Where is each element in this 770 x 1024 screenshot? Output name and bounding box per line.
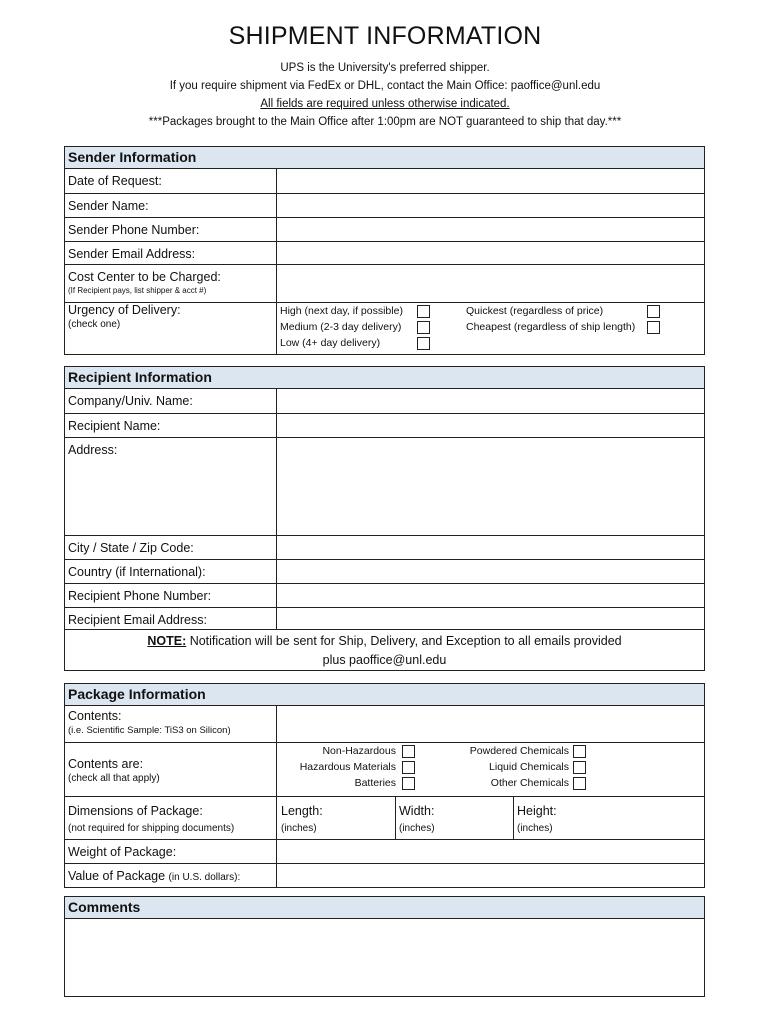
sender-name-row (65, 194, 704, 218)
recipient-name-field[interactable] (278, 414, 704, 437)
address-field[interactable] (278, 438, 704, 535)
recipient-phone-label: Recipient Phone Number: (65, 584, 277, 607)
sender-heading: Sender Information (65, 147, 704, 169)
address-label: Address: (65, 438, 277, 535)
height-field[interactable] (514, 797, 704, 839)
notification-note (65, 630, 704, 670)
urgency-option-low[interactable]: Low (4+ day delivery) (280, 336, 430, 351)
address-row (65, 438, 704, 536)
weight-label: Weight of Package: (65, 840, 277, 863)
contents-label: Contents: (i.e. Scientific Sample: TiS3 on Silicon) (65, 706, 277, 742)
weight-field[interactable] (278, 840, 704, 863)
hazardous-checkbox[interactable] (402, 761, 415, 774)
width-unit: (inches) (399, 823, 435, 834)
urgency-option-quickest[interactable]: Quickest (regardless of price) (466, 304, 661, 319)
recipient-heading: Recipient Information (65, 367, 704, 389)
sender-phone-field[interactable] (278, 218, 704, 241)
content-option-liquid[interactable]: Liquid Chemicals (438, 760, 588, 775)
length-field[interactable] (278, 797, 396, 839)
dimensions-hint: (not required for shipping documents) (68, 823, 235, 834)
date-of-request-field[interactable] (278, 169, 704, 193)
medium-checkbox[interactable] (417, 321, 430, 334)
length-unit: (inches) (281, 823, 317, 834)
urgency-row (65, 303, 704, 354)
recipient-name-row (65, 414, 704, 438)
contents-field[interactable] (278, 706, 704, 742)
urgency-option-medium[interactable]: Medium (2-3 day delivery) (280, 320, 430, 335)
company-label: Company/Univ. Name: (65, 389, 277, 413)
width-field[interactable] (396, 797, 514, 839)
date-of-request-label: Date of Request: (65, 169, 277, 193)
sender-email-field[interactable] (278, 242, 704, 264)
contents-are-hint: (check all that apply) (68, 773, 160, 784)
comments-heading: Comments (65, 897, 704, 919)
sender-email-row (65, 242, 704, 265)
value-hint: (in U.S. dollars): (168, 872, 241, 883)
recipient-phone-field[interactable] (278, 584, 704, 607)
comments-section (64, 896, 705, 997)
dimensions-label: Dimensions of Package: (not required for shipping documents) (65, 797, 277, 839)
contents-row (65, 706, 704, 743)
cost-center-field[interactable] (278, 265, 704, 302)
recipient-name-label: Recipient Name: (65, 414, 277, 437)
contents-options (278, 743, 704, 796)
recipient-phone-row (65, 584, 704, 608)
content-option-non-hazardous[interactable]: Non-Hazardous (278, 744, 416, 759)
quickest-checkbox[interactable] (647, 305, 660, 318)
powdered-checkbox[interactable] (573, 745, 586, 758)
height-unit: (inches) (517, 823, 553, 834)
company-row (65, 389, 704, 414)
length-label: Length: (281, 804, 323, 818)
recipient-section (64, 366, 705, 671)
contents-hint: (i.e. Scientific Sample: TiS3 on Silicon) (68, 725, 231, 736)
recipient-email-field[interactable] (278, 608, 704, 629)
date-of-request-row (65, 169, 704, 194)
sender-name-field[interactable] (278, 194, 704, 217)
liquid-checkbox[interactable] (573, 761, 586, 774)
cheapest-checkbox[interactable] (647, 321, 660, 334)
height-label: Height: (517, 804, 557, 818)
recipient-email-label: Recipient Email Address: (65, 608, 277, 629)
cost-center-hint: (If Recipient pays, list shipper & acct #) (68, 286, 207, 295)
dimensions-row (65, 797, 704, 840)
value-label: Value of Package (in U.S. dollars): (65, 864, 277, 887)
sender-phone-row (65, 218, 704, 242)
sender-name-label: Sender Name: (65, 194, 277, 217)
value-field[interactable] (278, 864, 704, 887)
cutoff-warning-text: ***Packages brought to the Main Office after 1:00pm are NOT guaranteed to ship that day.*** (148, 116, 622, 128)
company-field[interactable] (278, 389, 704, 413)
city-label: City / State / Zip Code: (65, 536, 277, 559)
contents-are-row (65, 743, 704, 797)
contents-are-label: Contents are: (check all that apply) (65, 743, 277, 796)
sender-email-label: Sender Email Address: (65, 242, 277, 264)
city-field[interactable] (278, 536, 704, 559)
note-label: NOTE: (147, 634, 187, 648)
content-option-other[interactable]: Other Chemicals (438, 776, 588, 791)
country-label: Country (if International): (65, 560, 277, 583)
urgency-hint: (check one) (68, 319, 121, 330)
required-fields-text: All fields are required unless otherwise indicated. (260, 98, 510, 110)
urgency-options (278, 303, 704, 354)
urgency-option-cheapest[interactable]: Cheapest (regardless of ship length) (466, 320, 666, 335)
city-row (65, 536, 704, 560)
preferred-shipper-text: UPS is the University's preferred shipper. (280, 62, 490, 74)
dimensions-fields (278, 797, 704, 839)
low-checkbox[interactable] (417, 337, 430, 350)
other-checkbox[interactable] (573, 777, 586, 790)
fedex-dhl-contact-text: If you require shipment via FedEx or DHL, contact the Main Office: paoffice@unl.edu (169, 80, 601, 92)
urgency-label: Urgency of Delivery: (check one) (65, 303, 277, 354)
recipient-email-row (65, 608, 704, 630)
package-section (64, 683, 705, 888)
note-text-line2: plus paoffice@unl.edu (322, 653, 447, 667)
cost-center-label: Cost Center to be Charged: (If Recipient pays, list shipper & acct #) (65, 265, 277, 302)
note-text: Notification will be sent for Ship, Delivery, and Exception to all emails provided (186, 634, 622, 648)
country-field[interactable] (278, 560, 704, 583)
batteries-checkbox[interactable] (402, 777, 415, 790)
cost-center-row (65, 265, 704, 303)
content-option-batteries[interactable]: Batteries (278, 776, 416, 791)
value-row (65, 864, 704, 887)
width-label: Width: (399, 804, 435, 818)
sender-phone-label: Sender Phone Number: (65, 218, 277, 241)
content-option-powdered[interactable]: Powdered Chemicals (438, 744, 588, 759)
high-checkbox[interactable] (417, 305, 430, 318)
sender-section (64, 146, 705, 355)
weight-row (65, 840, 704, 864)
package-heading: Package Information (65, 684, 704, 706)
comments-field[interactable] (65, 919, 704, 996)
urgency-option-high[interactable]: High (next day, if possible) (280, 304, 430, 319)
non-hazardous-checkbox[interactable] (402, 745, 415, 758)
content-option-hazardous[interactable]: Hazardous Materials (278, 760, 416, 775)
page-title: SHIPMENT INFORMATION (228, 22, 542, 50)
country-row (65, 560, 704, 584)
